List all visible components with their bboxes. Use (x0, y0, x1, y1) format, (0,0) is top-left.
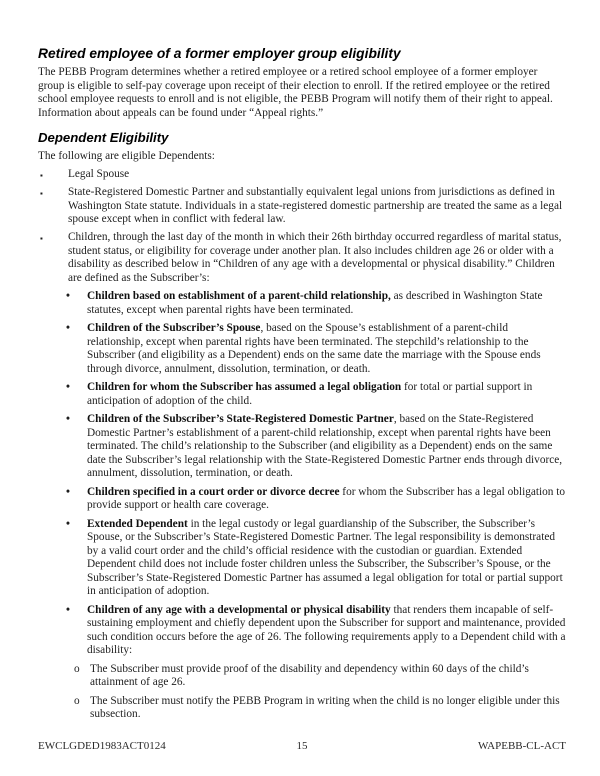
retired-eligibility-paragraph: The PEBB Program determines whether a retired employee or a retired school employee of a former employer group is eligible to self-pay coverage upon receipt of their election to enroll. If the retired employee or the retired school employee requests to enroll and is not eligible, the PEBB Program will notify them of their right to appeal. Information about appeals can be found under “Appeal rights.” (38, 66, 553, 119)
page-number: 15 (296, 740, 308, 752)
list-item-lead-bold: Children based on establishment of a parent-child relationship, (87, 290, 391, 302)
list-item-lead-bold: Children of any age with a developmental or physical disability (87, 603, 391, 616)
list-item-lead-bold: Extended Dependent (87, 517, 188, 530)
list-item-text: The Subscriber must provide proof of the disability and dependency within 60 days of the child’s attainment of age 26. (90, 662, 529, 688)
list-item-rest: , based on the Spouse’s establishment of a parent-child relationship, except when parental rights have been terminated. The stepchild’s relationship to the Subscriber (and eligibility as a Dependent) ends on the same date the marriage with the Spouse ends through divorce, annulment, dissolution, termination, or death. (87, 322, 541, 375)
o-bullet-icon: o (74, 662, 80, 675)
children-definitions-list (65, 290, 566, 722)
list-item-extended-dependent (65, 518, 566, 599)
list-item-parent-child-relationship (65, 290, 566, 317)
list-item-lead-bold: Children of the Subscriber’s Spouse (87, 322, 261, 334)
round-bullet-icon: • (66, 485, 70, 498)
list-item-text (87, 604, 566, 658)
page-footer (38, 740, 566, 752)
round-bullet-icon: • (66, 322, 70, 334)
list-item-lead-bold: Children for whom the Subscriber has assumed a legal obligation (87, 381, 402, 393)
list-item-lead-bold: Children specified in a court order or divorce decree (87, 485, 340, 498)
list-item-text (87, 322, 566, 376)
square-bullet-icon: ▪ (40, 171, 43, 180)
list-item-rest: for whom the Subscriber has a legal obligation to provide support or health care coverage. (87, 485, 566, 511)
list-item-court-order-divorce-decree (65, 486, 566, 513)
list-item-rest: as described in Washington State statutes, except when parental rights have been terminated. (87, 290, 543, 316)
list-item-rest: in the legal custody or legal guardianship of the Subscriber, the Subscriber’s Spouse, or the Subscriber’s State-Registered Domestic Partner. The legal responsibility is demonstrated by a valid court order and the child’s official residence with the custodian or guardian. Extended Dependent child does not include foster children unless the Subscriber, the Subscriber’s Spouse, or the Subscriber’s State-Registered Domestic Partner has assumed a legal obligation for total or partial support in anticipation of adoption. (87, 517, 563, 597)
list-item-text (87, 381, 566, 408)
footer-plan-code: WAPEBB-CL-ACT (478, 740, 566, 752)
square-bullet-icon: ▪ (40, 189, 43, 198)
list-item-rest: that renders them incapable of self-sustaining employment and chiefly dependent upon the Subscriber for support and maintenance, provided such condition occurs before the age of 26. The following requirements apply to a Dependent child with a disability: (87, 603, 566, 656)
list-item-legal-spouse (38, 168, 566, 182)
dependent-eligibility-intro: The following are eligible Dependents: (38, 150, 215, 162)
disability-requirements-list (74, 663, 566, 722)
square-bullet-icon: ▪ (40, 234, 43, 243)
list-item-text: The Subscriber must notify the PEBB Program in writing when the child is no longer eligible under this subsection. (90, 694, 560, 720)
document-body (38, 46, 566, 722)
list-item-notify-pebb (74, 695, 566, 722)
round-bullet-icon: • (66, 381, 70, 393)
list-item-text (87, 413, 566, 481)
list-item-text (87, 486, 566, 513)
footer-document-code: EWCLGDED1983ACT0124 (38, 740, 166, 752)
list-item-text: Children, through the last day of the month in which their 26th birthday occurred regardless of marital status, student status, or eligibility for coverage under another plan. It also includes children age 26 or older with a disability as described below in “Children of any age with a developmental or physical disability.” Children are defined as the Subscriber’s: (68, 231, 562, 284)
list-item-text: Legal Spouse (68, 168, 130, 180)
section-heading-retired-eligibility: Retired employee of a former employer group eligibility (38, 46, 401, 61)
round-bullet-icon: • (66, 603, 70, 616)
list-item-domestic-partner (38, 186, 566, 227)
list-item-children-of-domestic-partner (65, 413, 566, 481)
list-item-text (87, 518, 566, 599)
o-bullet-icon: o (74, 694, 80, 707)
list-item-lead-bold: Children of the Subscriber’s State-Registered Domestic Partner (87, 413, 394, 425)
list-item-disability-any-age (65, 604, 566, 722)
section-heading-dependent-eligibility: Dependent Eligibility (38, 130, 169, 145)
list-item-text: State-Registered Domestic Partner and substantially equivalent legal unions from jurisdictions as defined in Washington State statute. Individuals in a state-registered domestic partnership are treated the same as a legal spouse except when in conflict with federal law. (68, 186, 563, 225)
list-item-rest: for total or partial support in anticipation of adoption of the child. (87, 381, 533, 407)
round-bullet-icon: • (66, 290, 70, 302)
list-item-assumed-legal-obligation (65, 381, 566, 408)
list-item-children-of-spouse (65, 322, 566, 376)
list-item-rest: , based on the State-Registered Domestic Partner’s establishment of a parent-child relationship, except when parental rights have been terminated. The child’s relationship to the Subscriber (and eligibility as a Dependent) ends on the same date the Subscriber’s legal relationship with the State-Registered Domestic Partner ends through divorce, annulment, dissolution, termination, or death. (87, 413, 563, 479)
list-item-children (38, 231, 566, 722)
list-item-proof-of-disability (74, 663, 566, 690)
list-item-text (87, 290, 566, 317)
round-bullet-icon: • (66, 517, 70, 530)
round-bullet-icon: • (66, 413, 70, 425)
dependents-list (38, 168, 566, 722)
